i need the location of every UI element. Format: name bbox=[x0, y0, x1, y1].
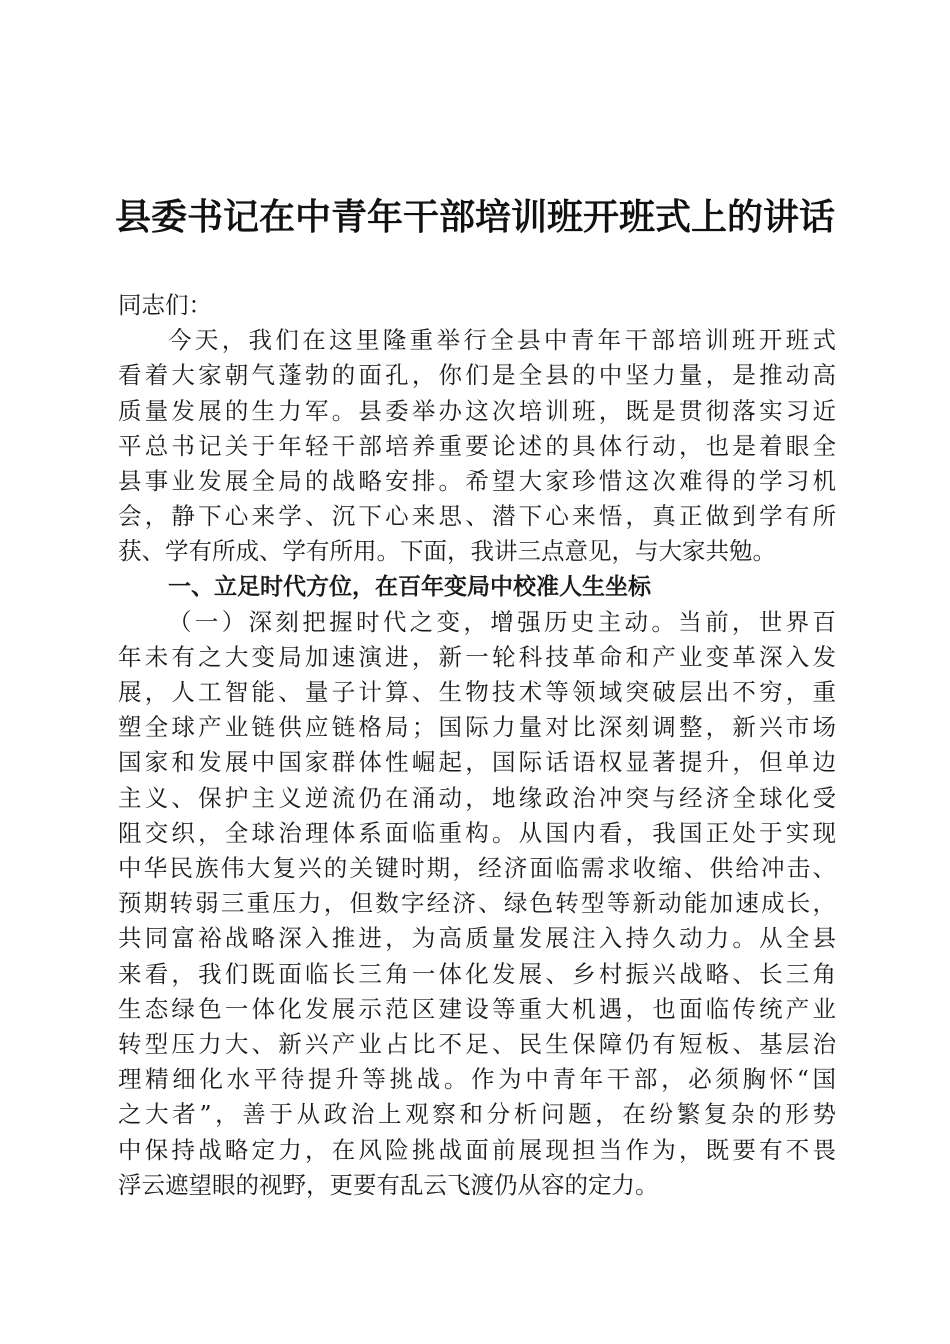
paragraph-line: 年未有之大变局加速演进，新一轮科技革命和产业变革深入发 bbox=[118, 642, 836, 671]
paragraph-line: 共同富裕战略深入推进，为高质量发展注入持久动力。从全县 bbox=[118, 924, 836, 953]
paragraph-line: 获、学有所成、学有所用。下面，我讲三点意见，与大家共勉。 bbox=[118, 537, 776, 566]
paragraph-line: 国家和发展中国家群体性崛起，国际话语权显著提升，但单边 bbox=[118, 748, 836, 777]
section-heading: 一、立足时代方位，在百年变局中校准人生坐标 bbox=[168, 573, 651, 600]
paragraph-line: 看着大家朝气蓬勃的面孔，你们是全县的中坚力量，是推动高 bbox=[118, 361, 836, 390]
paragraph-line: 中华民族伟大复兴的关键时期，经济面临需求收缩、供给冲击、 bbox=[118, 854, 836, 882]
paragraph-line: 县事业发展全局的战略安排。希望大家珍惜这次难得的学习机 bbox=[118, 466, 836, 495]
paragraph-line: 生态绿色一体化发展示范区建设等重大机遇，也面临传统产业 bbox=[118, 994, 836, 1023]
paragraph-line: 之大者”，善于从政治上观察和分析问题，在纷繁复杂的形势 bbox=[118, 1100, 836, 1129]
paragraph-line: 今天，我们在这里隆重举行全县中青年干部培训班开班式 bbox=[168, 326, 836, 355]
paragraph-line: 会，静下心来学、沉下心来思、潜下心来悟，真正做到学有所 bbox=[118, 502, 836, 531]
paragraph-line: 主义、保护主义逆流仍在涌动，地缘政治冲突与经济全球化受 bbox=[118, 783, 836, 812]
salutation: 同志们： bbox=[118, 291, 212, 319]
paragraph-line: 平总书记关于年轻干部培养重要论述的具体行动，也是着眼全 bbox=[118, 431, 836, 460]
paragraph-line: 塑全球产业链供应链格局；国际力量对比深刻调整，新兴市场 bbox=[118, 713, 836, 742]
document-title: 县委书记在中青年干部培训班开班式上的讲话 bbox=[114, 197, 835, 238]
paragraph-line: 中保持战略定力，在风险挑战面前展现担当作为，既要有不畏 bbox=[118, 1135, 836, 1164]
paragraph-line: （一）深刻把握时代之变，增强历史主动。当前，世界百 bbox=[168, 607, 836, 636]
paragraph-line: 质量发展的生力军。县委举办这次培训班，既是贯彻落实习近 bbox=[118, 396, 836, 425]
paragraph-line: 浮云遮望眼的视野，更要有乱云飞渡仍从容的定力。 bbox=[118, 1170, 659, 1199]
paragraph-line: 转型压力大、新兴产业占比不足、民生保障仍有短板、基层治 bbox=[118, 1029, 836, 1058]
paragraph-line: 来看，我们既面临长三角一体化发展、乡村振兴战略、长三角 bbox=[118, 959, 836, 988]
paragraph-line: 理精细化水平待提升等挑战。作为中青年干部，必须胸怀“国 bbox=[118, 1065, 836, 1094]
document-body bbox=[118, 288, 836, 1203]
paragraph-line: 预期转弱三重压力，但数字经济、绿色转型等新动能加速成长， bbox=[118, 889, 836, 918]
paragraph-line: 展，人工智能、量子计算、生物技术等领域突破层出不穷，重 bbox=[118, 678, 836, 707]
paragraph-line: 阻交织，全球治理体系面临重构。从国内看，我国正处于实现 bbox=[118, 818, 836, 847]
